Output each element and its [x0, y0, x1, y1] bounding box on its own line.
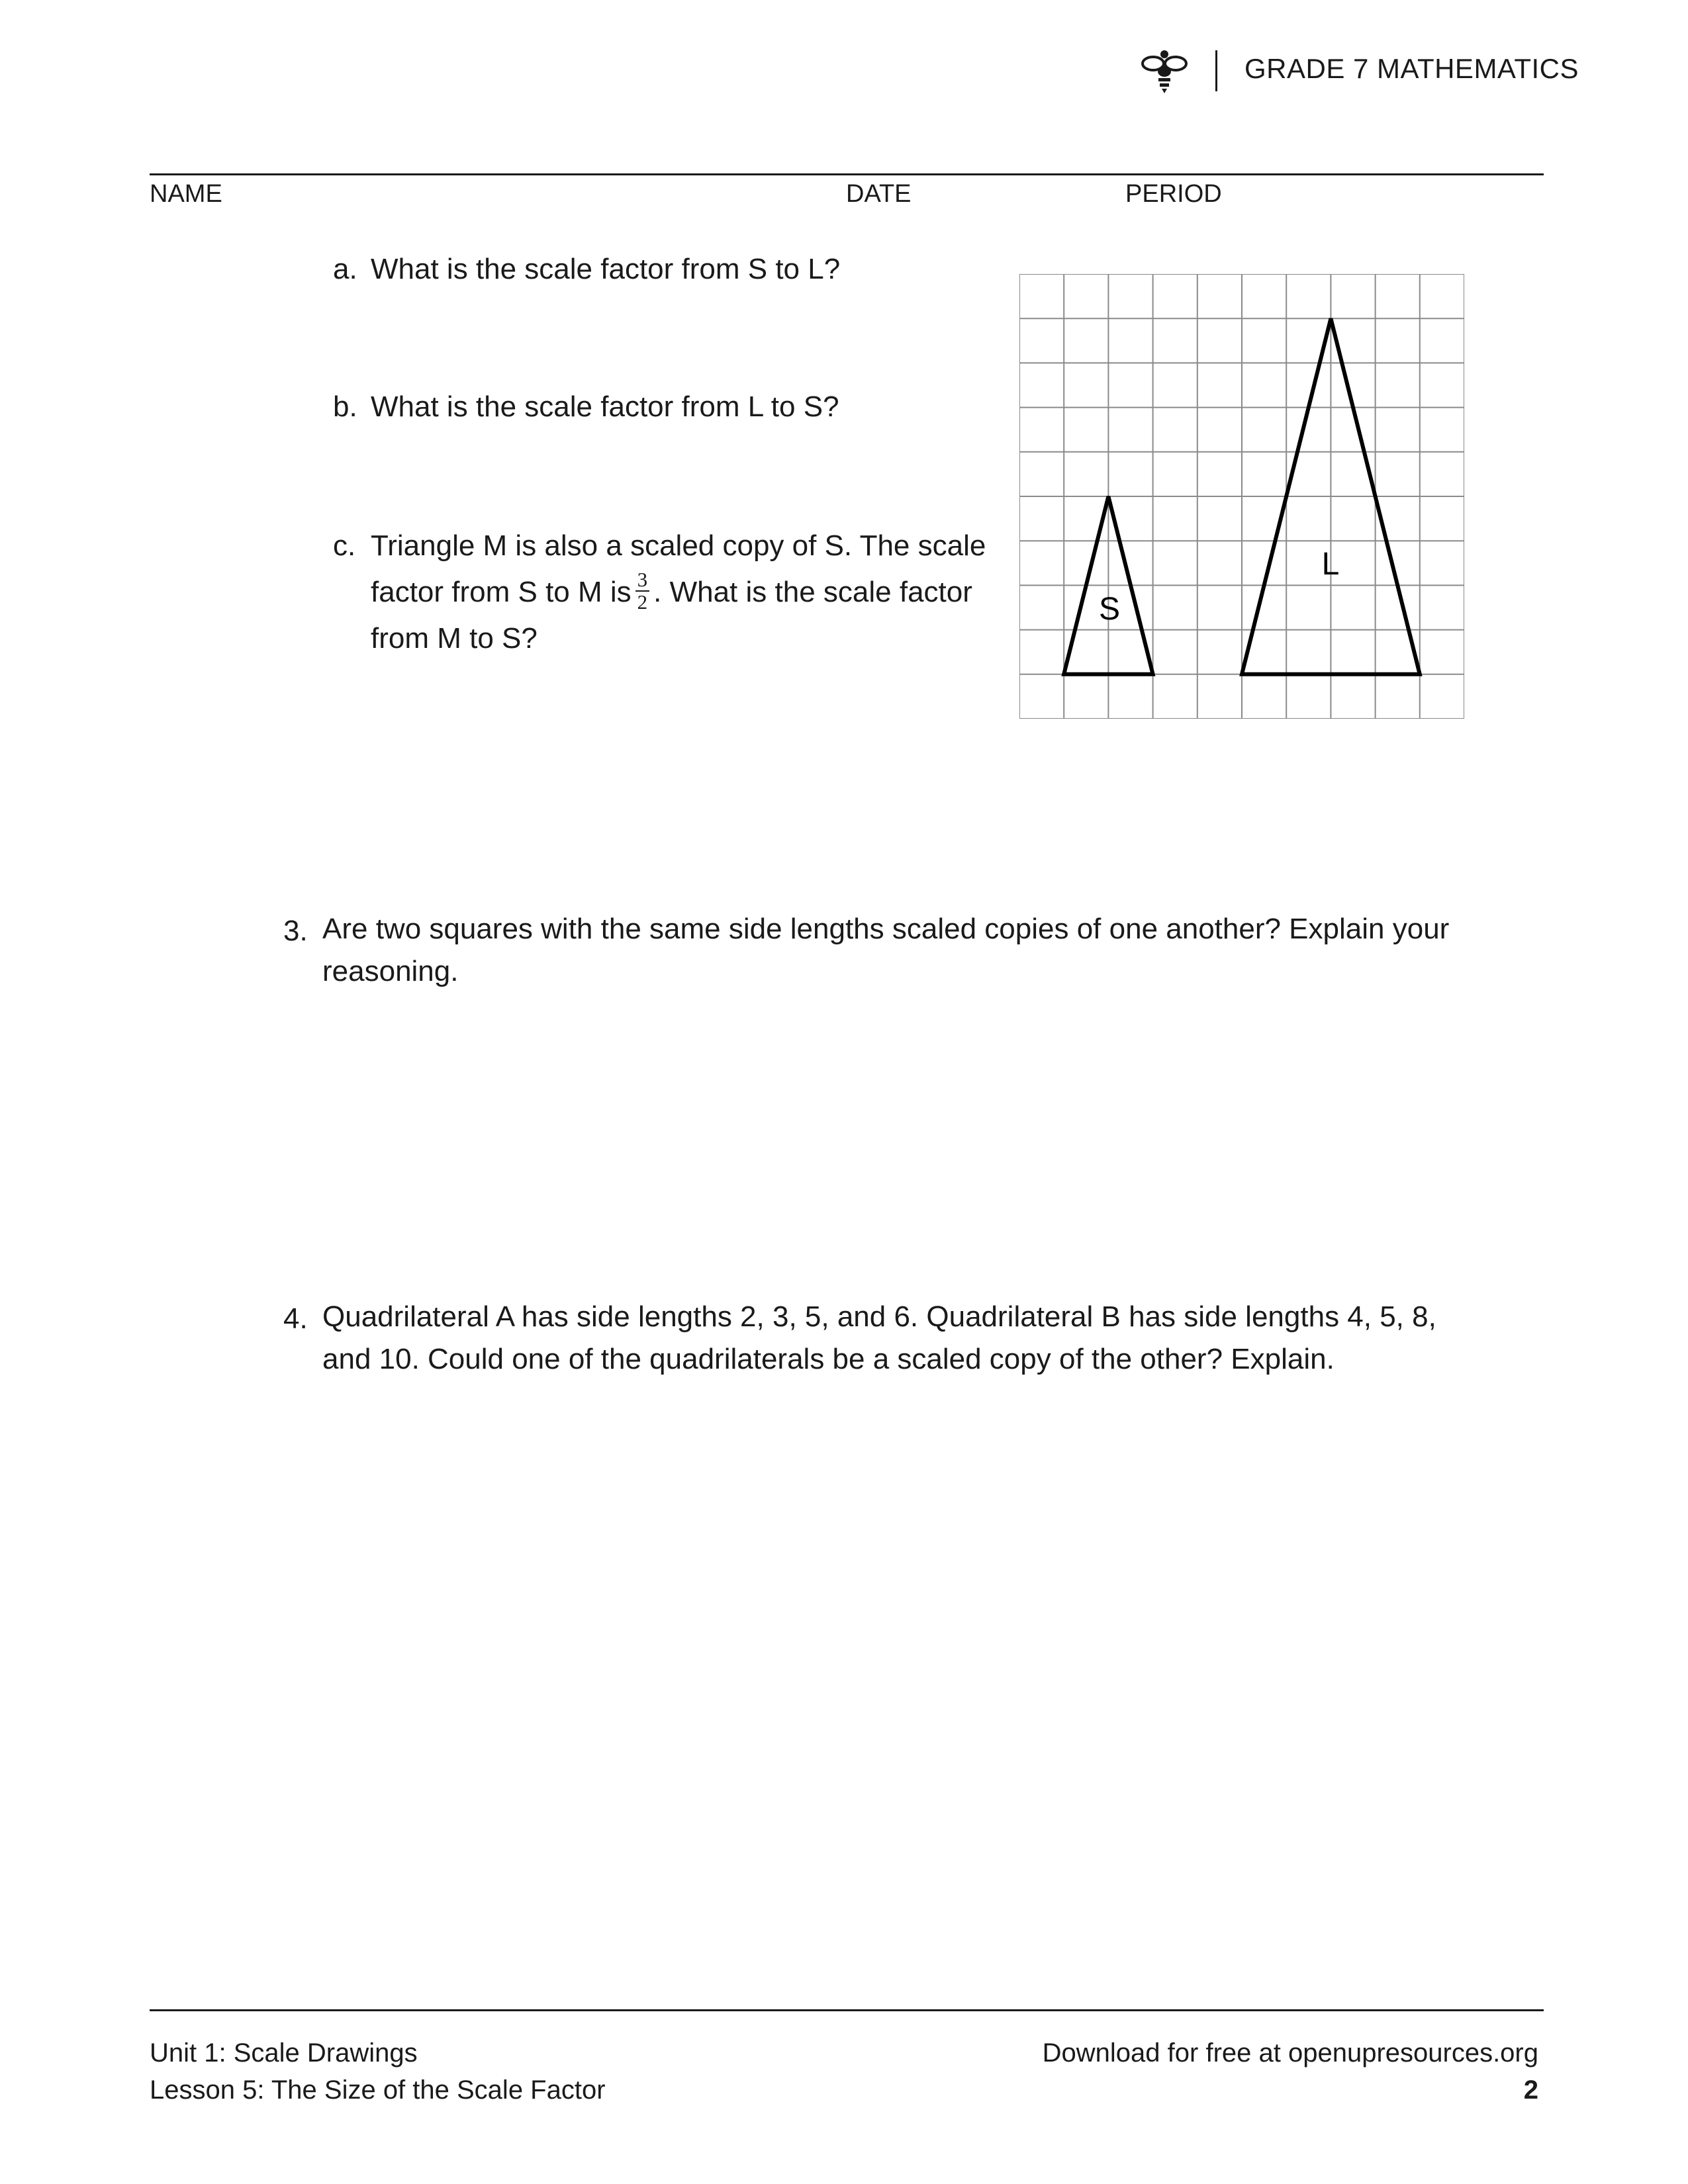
name-field-label: NAME: [150, 180, 222, 208]
fraction-numerator: 3: [635, 569, 650, 592]
header-divider: [1215, 50, 1217, 91]
part-c-line-2-end: . What is the scale factor: [653, 576, 972, 608]
question-4-line-1: Quadrilateral A has side lengths 2, 3, 5, and 6. Quadrilateral B has side lengths 4, 5, 8,: [322, 1300, 1436, 1333]
question-3-text: [322, 908, 1449, 993]
part-c-line-2-start: factor from S to M is: [371, 576, 632, 608]
part-b-marker: b.: [333, 390, 357, 423]
footer-rule: [150, 2009, 1544, 2011]
part-b-text: What is the scale factor from L to S?: [371, 390, 839, 423]
part-c-line-1: Triangle M is also a scaled copy of S. The scale: [371, 529, 986, 562]
part-c-text: [371, 523, 986, 662]
part-c-marker: c.: [333, 529, 356, 562]
footer-download-link[interactable]: Download for free at openupresources.org: [1042, 2038, 1538, 2068]
part-a-text: What is the scale factor from S to L?: [371, 253, 841, 285]
question-3-number: 3.: [283, 915, 308, 947]
triangle-s-label: S: [1098, 592, 1121, 627]
name-line: [150, 173, 1544, 175]
page-number: 2: [1523, 2075, 1538, 2105]
triangle-l-label: L: [1321, 547, 1340, 582]
bee-logo-icon: [1140, 48, 1189, 94]
question-4-line-2: and 10. Could one of the quadrilaterals be a scaled copy of the other? Explain.: [322, 1343, 1335, 1375]
date-field-label: DATE: [846, 180, 912, 208]
grid-lines: [1019, 274, 1464, 719]
triangle-grid-figure: [1019, 274, 1464, 719]
part-c-line-3: from M to S?: [371, 622, 538, 655]
footer-lesson: Lesson 5: The Size of the Scale Factor: [150, 2075, 606, 2105]
fraction-three-halves: [635, 569, 650, 613]
question-3-line-1: Are two squares with the same side lengths scaled copies of one another? Explain your: [322, 913, 1450, 945]
course-title: GRADE 7 MATHEMATICS: [1244, 53, 1579, 84]
footer-unit: Unit 1: Scale Drawings: [150, 2038, 418, 2068]
question-4-number: 4.: [283, 1302, 308, 1335]
part-a-marker: a.: [333, 253, 357, 285]
question-4-text: [322, 1296, 1436, 1381]
part-c-line-2: [371, 569, 986, 615]
question-3-line-2: reasoning.: [322, 955, 459, 987]
fraction-denominator: 2: [637, 590, 648, 614]
period-field-label: PERIOD: [1125, 180, 1222, 208]
